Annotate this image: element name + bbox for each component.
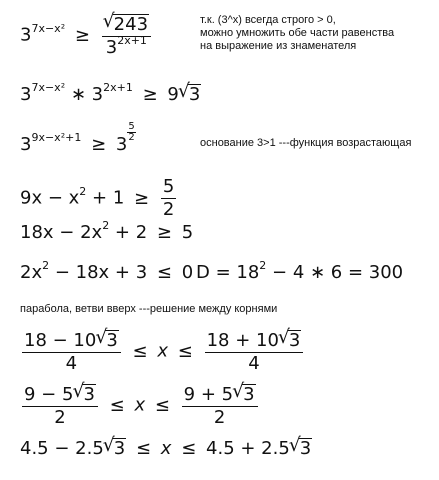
radicand: 3 — [243, 384, 255, 405]
expression: + 2 — [109, 222, 148, 243]
radical — [233, 384, 255, 404]
expression: + 1 — [86, 187, 125, 209]
numerator — [205, 330, 304, 353]
radical — [290, 438, 312, 458]
exponent: 7x−x² — [31, 81, 66, 94]
base: 3 — [115, 134, 128, 155]
radical — [179, 84, 201, 104]
note-line: т.к. (3^x) всегда строго > 0, — [200, 14, 336, 26]
radicand: 3 — [288, 330, 301, 351]
relation: ≤ — [132, 340, 148, 362]
square: 2 — [102, 219, 110, 232]
note-line: на выражение из знаменателя — [200, 40, 357, 52]
inequality-line-5 — [20, 219, 194, 243]
fraction — [22, 330, 121, 373]
expression: 4.5 − 2.5 — [20, 438, 104, 459]
base: 3 — [91, 84, 104, 105]
inequality-line-4 — [20, 178, 178, 219]
numerator: 5 — [128, 121, 135, 132]
relation: ≤ — [156, 262, 172, 283]
variable: x — [157, 340, 169, 362]
denominator: 2 — [54, 407, 66, 428]
inequality-line-6 — [20, 259, 194, 283]
solution-line-3 — [20, 438, 312, 458]
relation: ≥ — [142, 84, 158, 105]
fraction — [182, 384, 258, 427]
exponent-fraction — [127, 122, 135, 143]
radicand: 3 — [83, 384, 95, 405]
numerator — [182, 384, 258, 407]
expression: 4.5 + 2.5 — [206, 438, 290, 459]
denominator: 2 — [213, 407, 226, 428]
numerator — [22, 330, 121, 353]
num-text: 9 − 5 — [24, 384, 74, 405]
base: 3 — [20, 134, 32, 155]
relation: ≥ — [74, 24, 90, 46]
expression: D = 18 — [196, 262, 260, 283]
base: 3 — [20, 24, 32, 46]
denominator: 2 — [128, 132, 135, 143]
fraction — [22, 384, 98, 427]
note-increasing-function: основание 3>1 ---функция возрастающая — [200, 137, 412, 149]
radical — [279, 330, 301, 350]
fraction — [205, 330, 304, 373]
relation: ≤ — [109, 394, 125, 416]
square: 2 — [42, 259, 50, 272]
relation: ≤ — [181, 438, 197, 459]
square: 2 — [79, 184, 87, 198]
expression: − 4 ∗ 6 = 300 — [266, 262, 404, 283]
radicand: 3 — [188, 84, 201, 105]
radicand: 3 — [113, 438, 126, 459]
variable: x — [134, 394, 146, 416]
inequality-line-2 — [20, 81, 201, 105]
denominator — [102, 34, 151, 58]
exponent: 9x−x²+1 — [31, 131, 82, 144]
denominator: 4 — [248, 353, 260, 374]
fraction — [102, 14, 151, 57]
num-text: 9 + 5 — [183, 384, 234, 405]
operator: ∗ — [70, 84, 86, 105]
base: 3 — [20, 84, 32, 105]
radicand: 3 — [106, 330, 118, 351]
note-parabola: парабола, ветви вверх ---решение между корнями — [20, 303, 278, 315]
exponent: 2x+1 — [103, 81, 133, 94]
expression: − 18x + 3 — [49, 262, 148, 283]
solution-line-1 — [20, 330, 305, 373]
radical — [104, 438, 126, 458]
fraction — [161, 178, 176, 219]
exponent: 7x−x² — [31, 21, 66, 35]
square: 2 — [259, 259, 267, 272]
rhs: 0 — [181, 262, 194, 283]
relation: ≥ — [91, 134, 107, 155]
rhs: 5 — [181, 222, 194, 243]
denominator: 4 — [65, 353, 78, 374]
relation: ≤ — [135, 438, 152, 459]
expression: 18x − 2x — [20, 222, 103, 243]
note-line: можно умножить обе части равенства — [200, 27, 395, 39]
discriminant — [196, 259, 404, 283]
relation: ≥ — [134, 187, 150, 209]
num-text: 18 + 10 — [206, 330, 279, 351]
numerator — [22, 384, 98, 407]
inequality-line-1 — [20, 14, 153, 57]
radical — [104, 14, 149, 34]
num-text: 18 − 10 — [24, 330, 97, 351]
numerator: 5 — [162, 176, 175, 197]
coefficient: 9 — [167, 84, 179, 105]
relation: ≤ — [154, 394, 170, 416]
den-exponent: 2x+1 — [117, 34, 147, 47]
radicand: 243 — [113, 14, 149, 35]
den-base: 3 — [105, 37, 118, 58]
radical — [73, 384, 95, 404]
denominator: 2 — [162, 199, 175, 220]
relation: ≤ — [177, 340, 193, 362]
radicand: 3 — [299, 438, 312, 459]
expression: 2x — [20, 262, 43, 283]
inequality-line-3 — [20, 121, 136, 157]
relation: ≥ — [156, 222, 172, 243]
variable: x — [160, 438, 172, 459]
radical — [96, 330, 118, 350]
note-multiply — [200, 14, 394, 53]
solution-line-2 — [20, 384, 260, 427]
expression: 9x − x — [20, 187, 80, 209]
